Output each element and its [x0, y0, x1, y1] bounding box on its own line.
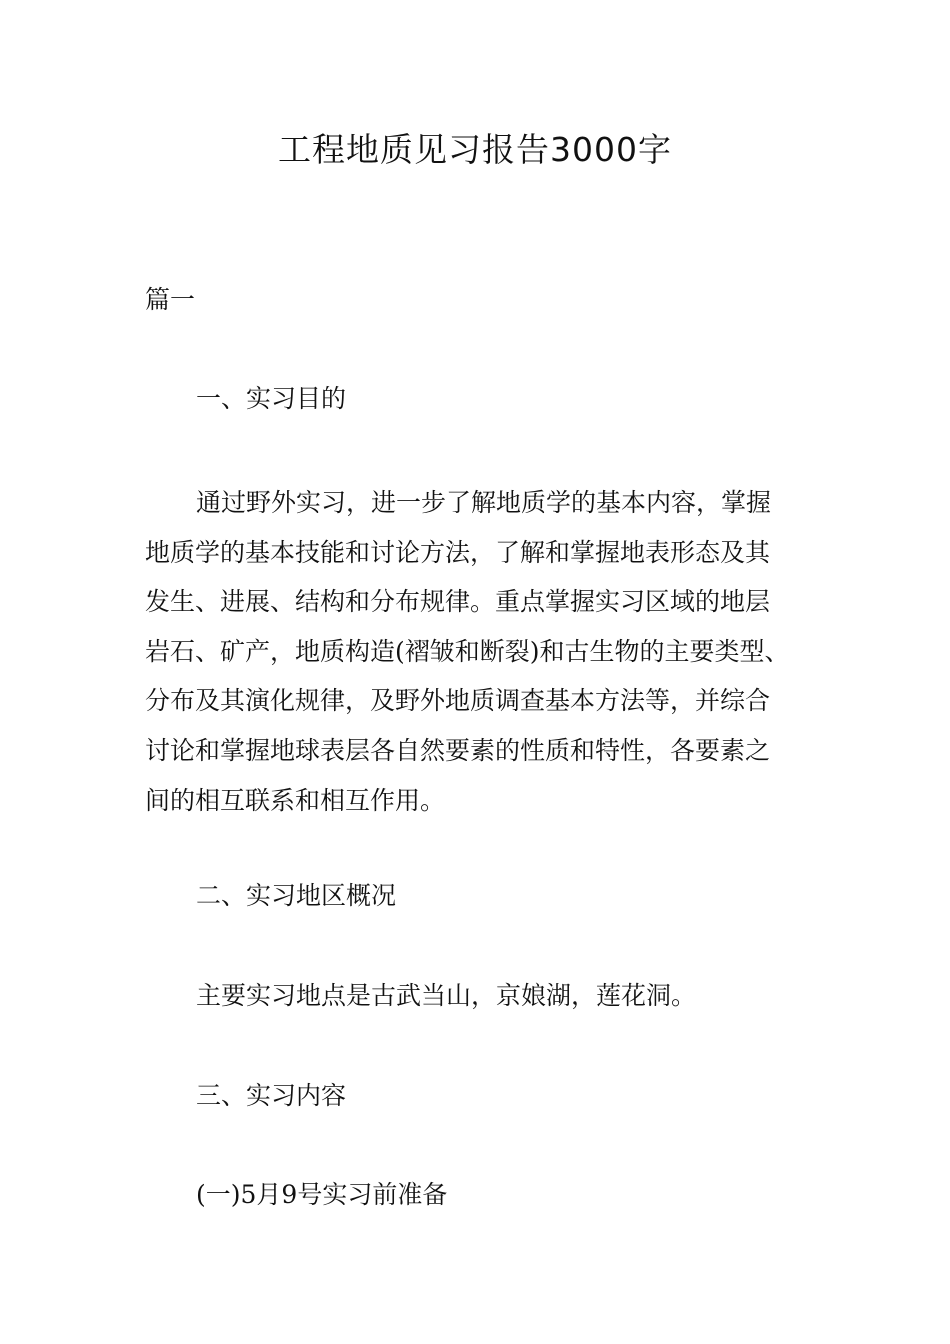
section-label: 篇一 — [145, 285, 196, 314]
paragraph-line: 讨论和掌握地球表层各自然要素的性质和特性，各要素之 — [145, 735, 771, 765]
paragraph-line: 发生、进展、结构和分布规律。重点掌握实习区域的地层 — [145, 587, 771, 617]
paragraph-locations: 主要实习地点是古武当山，京娘湖，莲花洞。 — [196, 981, 697, 1010]
paragraph-line: 通过野外实习，进一步了解地质学的基本内容，掌握 — [196, 488, 772, 517]
paragraph-purpose — [145, 478, 815, 825]
paragraph-line: 地质学的基本技能和讨论方法，了解和掌握地表形态及其 — [145, 537, 771, 567]
heading-region-overview: 二、实习地区概况 — [196, 881, 397, 910]
paragraph-line: 岩石、矿产，地质构造(褶皱和断裂)和古生物的主要类型、 — [145, 636, 790, 666]
subheading-preparation: (一)5月9号实习前准备 — [196, 1180, 448, 1209]
document-title: 工程地质见习报告3000字 — [278, 130, 672, 169]
heading-purpose: 一、实习目的 — [196, 384, 347, 413]
paragraph-line: 间的相互联系和相互作用。 — [145, 785, 446, 815]
paragraph-line: 分布及其演化规律，及野外地质调查基本方法等，并综合 — [145, 686, 771, 716]
heading-content: 三、实习内容 — [196, 1081, 347, 1110]
